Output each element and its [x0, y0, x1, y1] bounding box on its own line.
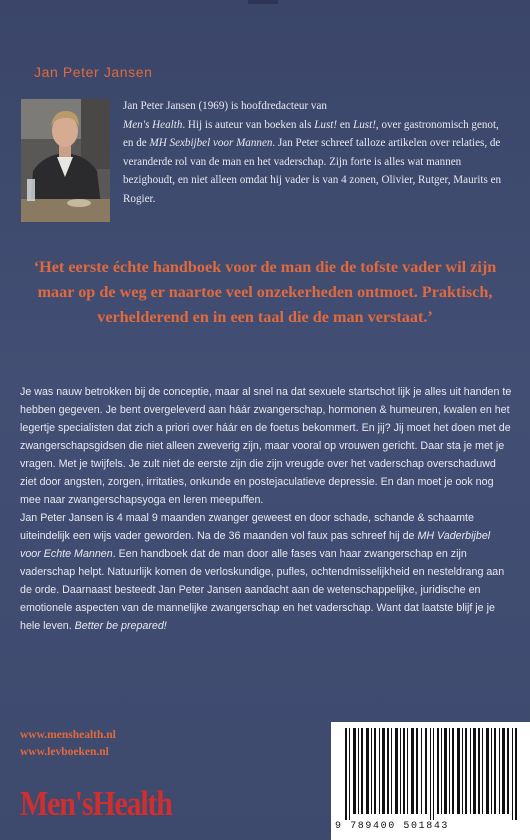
author-portrait-illustration — [21, 99, 110, 222]
isbn-number: 9 789400 501843 — [335, 821, 450, 832]
barcode — [331, 722, 530, 840]
book-title: MH Vaderbijbel voor Echte Mannen — [20, 530, 491, 560]
blurb-text: . Een handboek dat de man door alle fases van haar zwangerschap en zijn vaderschap helpt. Natuurlijk komen de verloskundige, pufles, ochtendmisselijkheid en nesteldrang aan de orde. Daarnaast besteedt Jan Peter Jansen aandacht aan de wetenschappelijke, juridische en emotionele aspecten van de mannelijke zwangerschap en het vaderschap. Want dat laatste blijf je je hele leven. — [20, 548, 505, 632]
author-photo — [21, 99, 110, 222]
menshealth-link[interactable]: www.menshealth.nl — [20, 729, 116, 741]
levboeken-link[interactable]: www.levboeken.nl — [20, 746, 109, 758]
bio-book-title: MH Sexbijbel voor Mannen — [149, 137, 273, 149]
bio-book-title: Lust! — [314, 118, 338, 131]
blurb-paragraph — [20, 509, 512, 635]
blurb-paragraph: Je was nauw betrokken bij de conceptie, maar al snel na dat sexuele startschot lijk je alles uit handen te hebben gegeven. Je bent overgeleverd aan háár zwangerschap, hormonen & humeuren, kwalen en het legertje specialisten dat zich a priori over háár en de foetus bekommert. En jij? Jij moet het doen met de zwangerschapsgidsen die niet alleen zweverig zijn, maar vooral op vrouwen gericht. Daar sta je met je vragen. Met je twijfels. Je zult niet de eerste zijn die zijn vreugde over het vaderschap overschaduwd ziet door angsten, zorgen, irritaties, onkunde en postejaculatieve depressie. En dan moet je ook nog mee naar zwangerschapsyoga en leren meepuffen. — [20, 386, 512, 506]
barcode-bars — [341, 728, 523, 820]
top-edge-mark — [248, 0, 278, 4]
author-bio — [123, 97, 508, 208]
tagline: Better be prepared! — [74, 620, 167, 632]
bio-magazine-title: Men's Health — [123, 118, 183, 131]
bio-text: en — [337, 118, 354, 131]
pull-quote: ‘Het eerste échte handboek voor de man die de tofste vader wil zijn maar op de weg er naartoe veel onzekerheden ontmoet. Praktisch, verhelderend en in een taal die de man verstaat.’ — [33, 258, 497, 326]
bio-book-title: Lust! — [353, 118, 376, 131]
blurb — [20, 383, 512, 635]
bio-text: , over gastronomisch genot, en de — [123, 118, 499, 149]
bio-text: . Jan Peter schreef talloze artikelen over relaties, de veranderde rol van de man en het vaderschap. Zijn forte is alles wat mannen bezighoudt, en niet alleen omdat hij vader is van 4 zonen, Olivier, Rutger, Maurits en Rogier. — [123, 137, 502, 205]
website-links — [20, 727, 116, 761]
bio-text: Jan Peter Jansen (1969) is hoofdredacteur van — [123, 100, 327, 112]
mens-health-logo: Men'sHealth — [20, 785, 172, 823]
bio-text: . Hij is auteur van boeken als — [182, 118, 315, 131]
author-heading: Jan Peter Jansen — [34, 64, 153, 80]
blurb-text: Jan Peter Jansen is 4 maal 9 maanden zwanger geweest en door schade, schande & schaamte uiteindelijk een wijs vader geworden. Na de 36 maanden vol faux pas schreef hij de — [20, 512, 474, 542]
